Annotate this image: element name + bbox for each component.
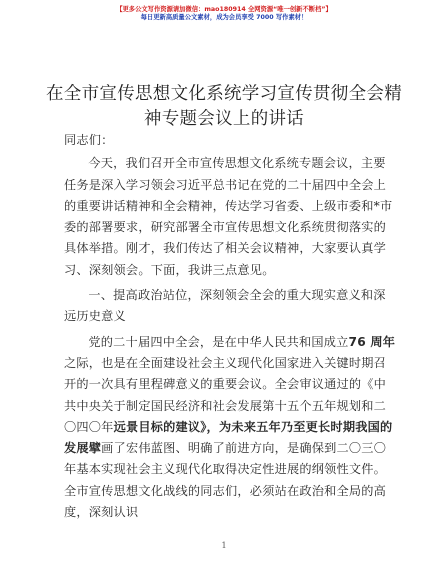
page-number: 1 — [221, 541, 227, 550]
promo-line-2: 每日更新高质量公文素材，成为会员享受 7000 写作素材！ — [140, 14, 308, 22]
document-title: 在全市宣传思想文化系统学习宣传贯彻全会精神专题会议上的讲话 — [46, 84, 402, 129]
paragraph-text: 之际，也是在全面建设社会主义现代化国家进入关键时期召开的一次具有里程碑意义的重要会议。全会审议通过的《中共中央关于制定国民经济和社会发展第十五个五年规划和二〇四〇年 — [64, 355, 387, 434]
section-1-paragraph — [64, 332, 397, 524]
promo-line-1: 【更多公文写作资源请加微信：mao180914 全网资源“唯一创新不断档”】 — [116, 6, 332, 13]
opening-paragraph: 今天，我们召开全市宣传思想文化系统专题会议，主要任务是深入学习领会习近平总书记在党的二十届四中全会上的重要讲话精神和全会精神，传达学习省委、上级市委和*市委的部署要求，研究部署全市宣传思想文化系统贯彻落实的具体举措。刚才，我们传达了相关会议精神，大家要认真学习、深刻领会。下面，我讲三点意见。 — [64, 156, 393, 277]
document-body — [64, 130, 397, 523]
salutation: 同志们： — [64, 133, 114, 147]
highlighted-text: 76 周年 — [348, 334, 396, 349]
highlighted-text: 远景目标的建议》，为未来五年乃至更长时期我国的发展擘 — [64, 419, 393, 456]
paragraph-text: 画了宏伟蓝图、明确了前进方向，是确保到二〇三〇年基本实现社会主义现代化取得决定性进展的纲领性文件。全市宣传思想文化战线的同志们，必须站在政治和全局的高度，深刻认识 — [64, 441, 387, 520]
paragraph-text: 党的二十届四中全会，是在中华人民共和国成立 — [88, 334, 349, 349]
promo-banner — [0, 6, 448, 23]
section-heading-1: 一、提高政治站位，深刻领会全会的重大现实意义和深远历史意义 — [64, 288, 386, 324]
